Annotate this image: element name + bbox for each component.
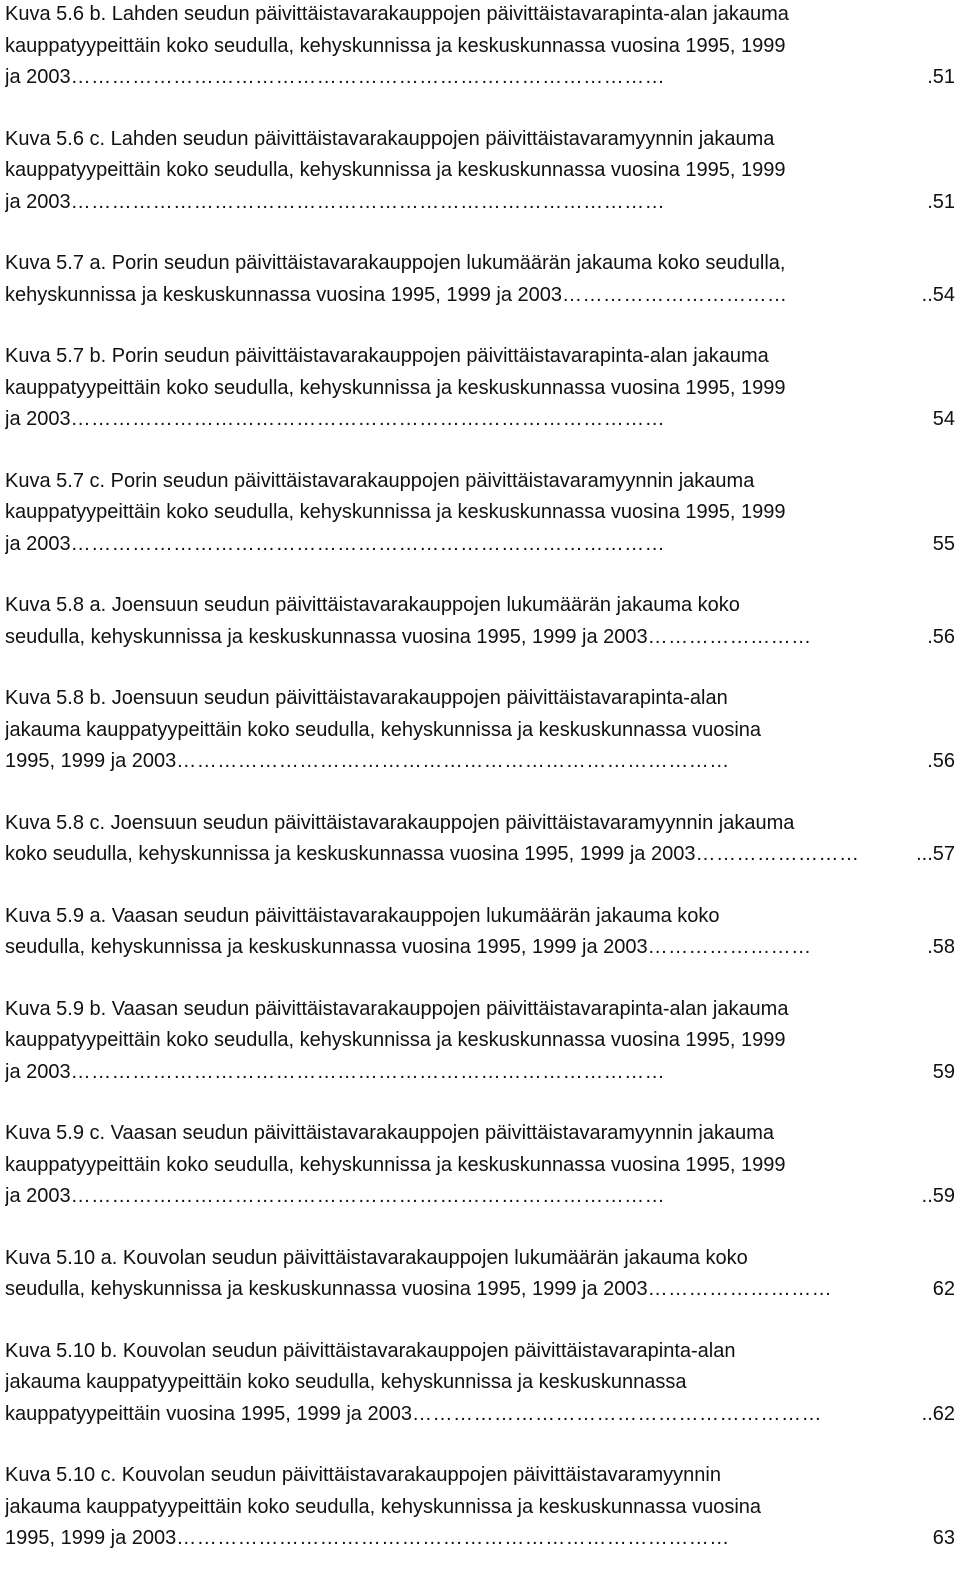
entry-last-line [5,1274,955,1306]
figure-entry-5-9-b[interactable] [5,994,955,1089]
figure-entry-5-6-b[interactable] [5,0,955,94]
entry-text-end: seudulla, kehyskunnissa ja keskuskunnassa vuosina 1995, 1999 ja 2003 [5,1278,648,1300]
page-number: 62 [932,1278,955,1300]
page-number: ..62 [921,1402,955,1425]
dot-leader: ……………………………………………………………………… [176,750,730,772]
dot-leader: …………………………………………………… [411,1402,822,1425]
dot-leader: …………………………………………………………………………… [70,190,666,213]
figure-entry-5-8-a[interactable] [5,590,955,653]
figure-entry-5-9-a[interactable] [5,901,955,964]
entry-text-line: kauppatyypeittäin koko seudulla, kehyskunnissa ja keskuskunnassa vuosina 1995, 1999 [5,34,786,57]
entry-text-end: ja 2003 [5,532,71,555]
entry-last-line [5,932,955,964]
entry-last-line [5,280,955,312]
entry-last-line [5,1057,955,1089]
entry-last-line [5,187,955,219]
entry-last-line [5,62,955,94]
page-number: ...57 [916,843,955,865]
entry-text-end: ja 2003 [5,1060,71,1083]
page-number: .58 [927,936,955,958]
dot-leader: …………………………………………………………………………… [70,1185,666,1207]
figure-entry-5-9-c[interactable] [5,1118,955,1213]
entry-text-line: kauppatyypeittäin koko seudulla, kehyskunnissa ja keskuskunnassa vuosina 1995, 1999 [5,501,786,523]
entry-last-line [5,746,955,778]
page-number: ..54 [921,283,955,306]
entry-last-line [5,1399,955,1431]
entry-text-line: Kuva 5.6 c. Lahden seudun päivittäistavarakauppojen päivittäistavaramyynnin jakauma [5,127,775,150]
entry-last-line [5,622,955,654]
entry-text-line: jakauma kauppatyypeittäin koko seudulla, kehyskunnissa ja keskuskunnassa vuosina [5,718,762,741]
dot-leader: …………………… [647,936,812,958]
entry-text-line: Kuva 5.10 b. Kouvolan seudun päivittäistavarakauppojen päivittäistavarapinta-alan [5,1339,736,1362]
page-number: ..59 [921,1185,955,1207]
page-number: .51 [927,190,955,213]
entry-text-end: ja 2003 [5,190,71,213]
page-number: .56 [927,750,955,772]
entry-text-line: Kuva 5.9 b. Vaasan seudun päivittäistavarakauppojen päivittäistavarapinta-alan jakauma [5,997,789,1020]
page-number: 63 [932,1527,955,1549]
entry-last-line [5,529,955,561]
entry-last-line [5,404,955,436]
dot-leader: …………………………… [562,283,788,306]
dot-leader: …………………… [647,625,812,648]
figure-list [5,0,955,1585]
entry-text-line: Kuva 5.7 a. Porin seudun päivittäistavarakauppojen lukumäärän jakauma koko seudulla, [5,252,786,274]
dot-leader: …………………… [695,843,860,865]
dot-leader: ……………………………………………………………………… [176,1527,730,1549]
entry-text-line: Kuva 5.10 a. Kouvolan seudun päivittäistavarakauppojen lukumäärän jakauma koko [5,1246,748,1269]
entry-text-end: ja 2003 [5,408,71,430]
figure-entry-5-7-c[interactable] [5,466,955,561]
figure-entry-5-7-a[interactable] [5,248,955,311]
dot-leader: …………………………………………………………………………… [70,408,666,430]
entry-text-line: Kuva 5.8 a. Joensuun seudun päivittäistavarakauppojen lukumäärän jakauma koko [5,594,740,616]
entry-text-end: ja 2003 [5,1185,71,1207]
entry-text-line: Kuva 5.9 a. Vaasan seudun päivittäistavarakauppojen lukumäärän jakauma koko [5,904,720,927]
entry-text-line: Kuva 5.10 c. Kouvolan seudun päivittäistavarakauppojen päivittäistavaramyynnin [5,1464,721,1486]
entry-text-line: Kuva 5.8 c. Joensuun seudun päivittäistavarakauppojen päivittäistavaramyynnin jakauma [5,811,795,834]
dot-leader: …………………………………………………………………………… [70,1060,666,1083]
page-number: 59 [932,1060,955,1083]
figure-entry-5-10-a[interactable] [5,1243,955,1306]
entry-text-line: Kuva 5.9 c. Vaasan seudun päivittäistavarakauppojen päivittäistavaramyynnin jakauma [5,1122,774,1144]
page-number: 55 [932,532,955,555]
entry-text-end: kehyskunnissa ja keskuskunnassa vuosina 1995, 1999 ja 2003 [5,283,563,306]
figure-entry-5-6-c[interactable] [5,124,955,219]
entry-text-line: Kuva 5.6 b. Lahden seudun päivittäistavarakauppojen päivittäistavarapinta-alan jakauma [5,3,789,25]
page-number: 54 [932,408,955,430]
dot-leader: ……………………… [647,1278,833,1300]
entry-text-line: kauppatyypeittäin koko seudulla, kehyskunnissa ja keskuskunnassa vuosina 1995, 1999 [5,159,786,181]
entry-text-line: jakauma kauppatyypeittäin koko seudulla, kehyskunnissa ja keskuskunnassa [5,1371,687,1393]
entry-text-line: kauppatyypeittäin koko seudulla, kehyskunnissa ja keskuskunnassa vuosina 1995, 1999 [5,376,786,399]
page-number: .51 [927,66,955,88]
entry-text-line: Kuva 5.7 b. Porin seudun päivittäistavarakauppojen päivittäistavarapinta-alan jakauma [5,345,769,367]
dot-leader: …………………………………………………………………………… [70,532,666,555]
figure-entry-5-10-b[interactable] [5,1336,955,1431]
dot-leader: …………………………………………………………………………… [70,66,666,88]
entry-text-end: koko seudulla, kehyskunnissa ja keskuskunnassa vuosina 1995, 1999 ja 2003 [5,843,696,865]
figure-entry-5-8-b[interactable] [5,683,955,778]
entry-text-end: kauppatyypeittäin vuosina 1995, 1999 ja 2003 [5,1402,412,1425]
entry-text-end: 1995, 1999 ja 2003 [5,750,177,772]
entry-last-line [5,1181,955,1213]
entry-text-end: ja 2003 [5,66,71,88]
entry-last-line [5,1523,955,1555]
entry-text-end: 1995, 1999 ja 2003 [5,1527,177,1549]
page-number: .56 [927,625,955,648]
entry-text-line: kauppatyypeittäin koko seudulla, kehyskunnissa ja keskuskunnassa vuosina 1995, 1999 [5,1029,786,1051]
figure-entry-5-10-c[interactable] [5,1460,955,1555]
entry-text-end: seudulla, kehyskunnissa ja keskuskunnassa vuosina 1995, 1999 ja 2003 [5,625,648,648]
figure-entry-5-8-c[interactable] [5,808,955,871]
entry-text-end: seudulla, kehyskunnissa ja keskuskunnassa vuosina 1995, 1999 ja 2003 [5,936,648,958]
entry-text-line: Kuva 5.7 c. Porin seudun päivittäistavarakauppojen päivittäistavaramyynnin jakauma [5,469,755,492]
entry-last-line [5,839,955,871]
figure-entry-5-7-b[interactable] [5,341,955,436]
entry-text-line: jakauma kauppatyypeittäin koko seudulla, kehyskunnissa ja keskuskunnassa vuosina [5,1495,762,1518]
entry-text-line: kauppatyypeittäin koko seudulla, kehyskunnissa ja keskuskunnassa vuosina 1995, 1999 [5,1153,786,1176]
entry-text-line: Kuva 5.8 b. Joensuun seudun päivittäistavarakauppojen päivittäistavarapinta-alan [5,687,728,709]
